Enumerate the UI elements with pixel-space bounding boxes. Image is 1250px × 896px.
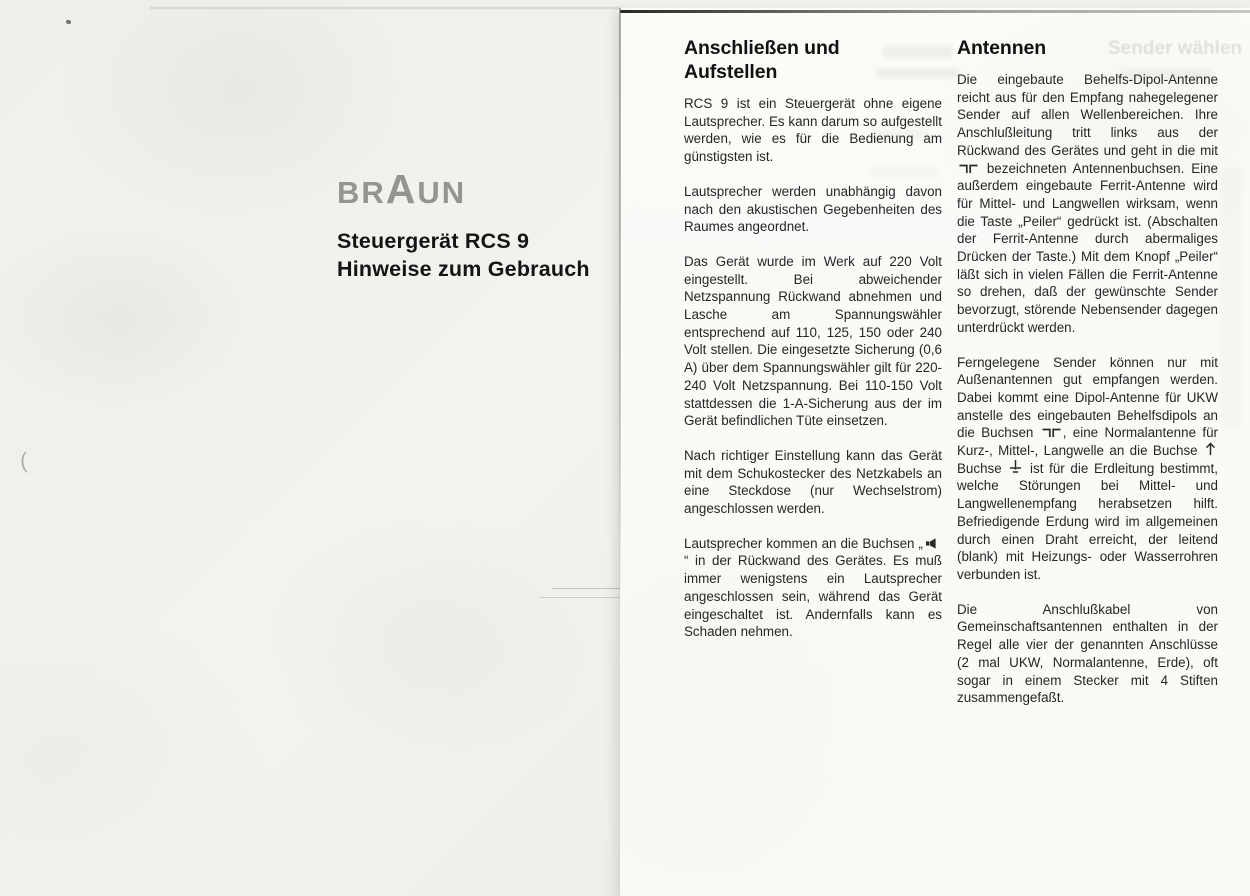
- right-page: [620, 8, 1250, 896]
- paragraph: Die eingebaute Behelfs-Dipol-Antenne reicht aus für den Empfang nahegelegener Sender auf allen Wellenbereichen. Ihre Anschlußleitung tritt links aus der Rückwand des Gerätes und geht in die mit bezeichneten Antennenbuchsen. Eine außerdem eingebaute Ferrit-Antenne wird für Mittel- und Langwellen wirksam, wenn die Taste „Peiler“ gedrückt ist. (Abschalten der Ferrit-Antenne durch abermaliges Drücken der Taste.) Mit dem Knopf „Peiler“ läßt sich in vielen Fällen die Ferrit-Antenne so drehen, daß der gewünschte Sender bevorzugt, störende Nebensender dagegen unterdrückt werden.: [957, 72, 1218, 335]
- page-top-edge-shadow: [620, 10, 1250, 13]
- heading-line-2: Aufstellen: [684, 61, 778, 83]
- paragraph: Lautsprecher werden unabhängig davon nach den akustischen Gegebenheiten des Raumes angeordnet.: [684, 183, 942, 235]
- paragraph: Die Anschlußkabel von Gemeinschaftsantennen enthalten in der Regel alle vier der genannten Anschlüsse (2 mal UKW, Normalantenne, Erde), oft sogar in einem Stecker mit 4 Stiften zusammengefaßt.: [957, 601, 1218, 706]
- scan-paren-artifact: (: [19, 447, 29, 474]
- scan-top-streak: [150, 7, 620, 9]
- scan-speck-artifact: [66, 19, 72, 24]
- paragraph-list: [684, 95, 942, 641]
- page-edge-hairline: [552, 588, 622, 589]
- braun-logo-letter: A: [385, 166, 418, 212]
- paragraph: Ferngelegene Sender können nur mit Außenantennen gut empfangen werden. Dabei kommt eine Dipol-Antenne für UKW anstelle des eingebauten Behelfsdipols an die Buchsen , eine Normalantenne für Kurz-, Mittel-, Langwelle an die Buchse Buchse ist für die Erdleitung bestimmt, welche Störungen bei Mittel- und Langwellenempfang herabsetzen hilft. Befriedigende Erdung wird im allgemeinen durch einen Draht erreicht, der leitend (blank) mit Heizungs- oder Wasserrohren verbunden ist.: [957, 354, 1218, 582]
- braun-logo-letter: U: [417, 175, 442, 210]
- antenna-socket-icon: [1042, 424, 1061, 442]
- paragraph: Lautsprecher kommen an die Buchsen „“ in der Rückwand des Gerätes. Es muß immer wenigstens ein Lautsprecher angeschlossen sein, während das Gerät eingeschaltet ist. Andernfalls kann es Schaden nehmen.: [684, 535, 942, 640]
- antenna-socket-icon: [959, 160, 978, 178]
- heading-line-1: Anschließen und: [684, 37, 840, 59]
- paragraph: RCS 9 ist ein Steuergerät ohne eigene Lautsprecher. Es kann darum so aufgestellt werden, wie es für die Bedienung am günstigsten ist.: [684, 96, 942, 165]
- page-edge-hairline: [540, 597, 622, 598]
- braun-logo: [337, 166, 466, 222]
- braun-logo-letter: B: [337, 175, 362, 210]
- earth-icon: [1009, 460, 1022, 478]
- braun-logo-letter: R: [361, 175, 386, 210]
- page-left-edge-shadow: [619, 8, 621, 628]
- bleed-through-smudge: [1221, 168, 1241, 428]
- braun-logo-letter: N: [441, 175, 467, 210]
- title-line-1: Steuergerät RCS 9: [337, 229, 530, 253]
- section-heading: Antennen: [957, 37, 1047, 59]
- arrow-up-icon: [1205, 442, 1216, 460]
- section-anschliessen-aufstellen: [684, 36, 942, 658]
- paragraph-list: [957, 71, 1218, 707]
- section-antennen: [957, 36, 1218, 724]
- section-heading: [684, 36, 942, 84]
- title-line-2: Hinweise zum Gebrauch: [337, 256, 590, 281]
- paragraph: Das Gerät wurde im Werk auf 220 Volt eingestellt. Bei abweichender Netzspannung Rückwand abnehmen und Lasche am Spannungswähler entsprechend auf 110, 125, 150 oder 240 Volt stellen. Die eingesetzte Sicherung (0,6 A) über dem Spannungswähler gilt für 220-240 Volt Netzspannung. Bei 110-150 Volt stattdessen die 1-A-Sicherung aus der im Gerät befindlichen Tüte einsetzen.: [684, 253, 942, 429]
- paragraph: Nach richtiger Einstellung kann das Gerät mit dem Schukostecker des Netzkabels an eine Steckdose (nur Wechselstrom) angeschlossen werden.: [684, 447, 942, 517]
- document-title: [337, 228, 590, 283]
- speaker-icon: [925, 535, 940, 553]
- bleed-through-text: Sender wählen: [1108, 38, 1243, 59]
